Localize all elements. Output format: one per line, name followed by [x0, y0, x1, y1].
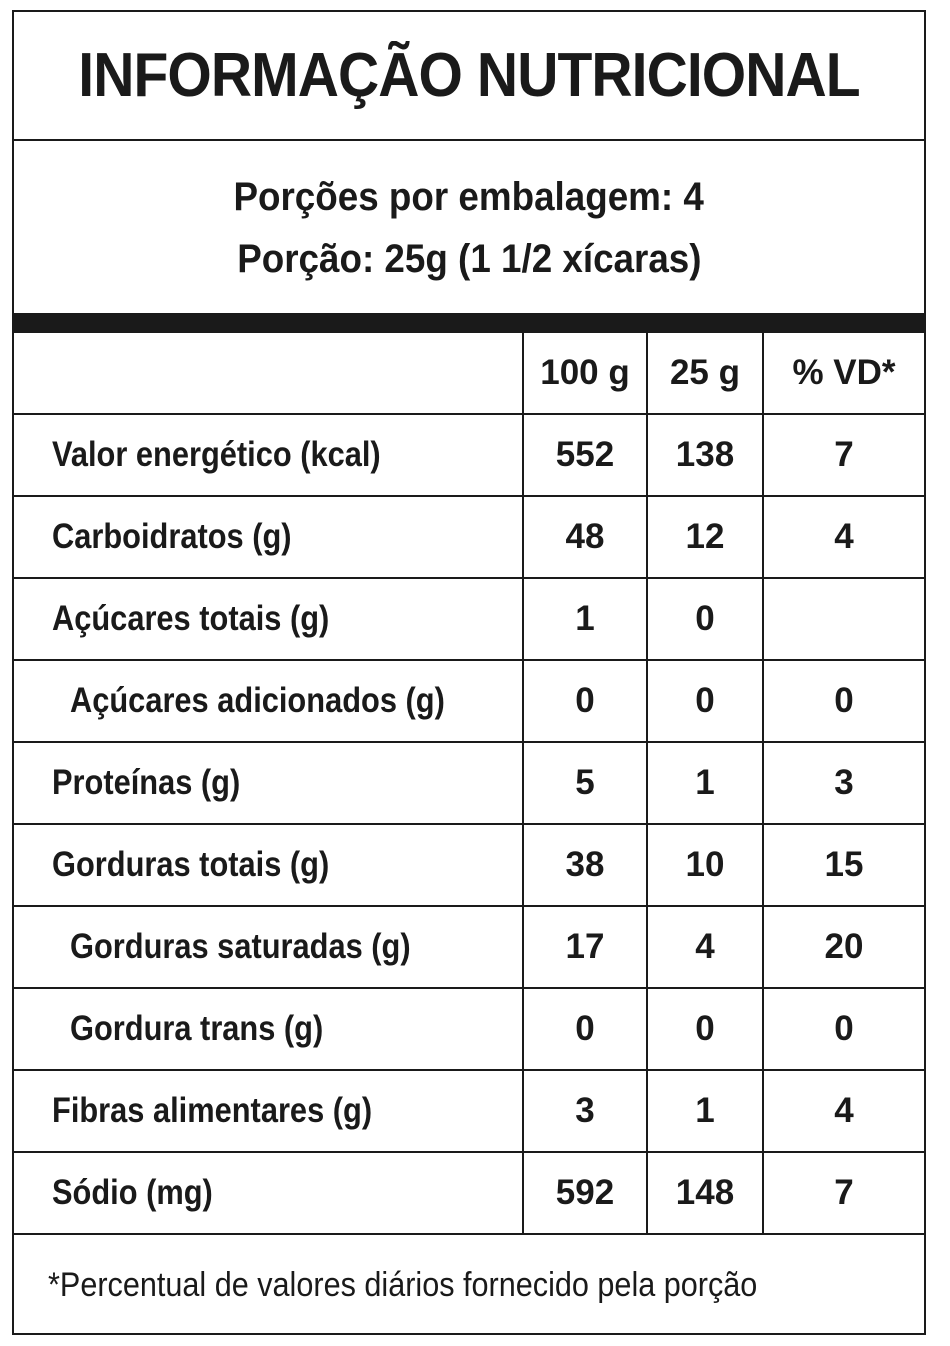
value-100g: 38 [565, 845, 605, 884]
table-row [14, 661, 924, 743]
value-100g: 5 [575, 763, 595, 802]
table-row [14, 497, 924, 579]
portion-size: Porção: 25g (1 1/2 xícaras) [236, 237, 702, 281]
divider [14, 139, 924, 141]
nutrient-name: Açúcares totais (g) [52, 599, 330, 638]
value-25g: 10 [685, 845, 725, 884]
value-100g: 48 [565, 517, 605, 556]
value-vd: 4 [834, 1091, 854, 1130]
value-vd: 0 [834, 681, 854, 720]
header-25g: 25 g [669, 353, 741, 392]
value-vd: 20 [824, 927, 864, 966]
value-25g: 138 [675, 435, 735, 474]
value-vd: 3 [834, 763, 854, 802]
value-25g: 12 [685, 517, 725, 556]
value-100g: 0 [575, 1009, 595, 1048]
column-divider [646, 333, 648, 1235]
table-row [14, 989, 924, 1071]
serving-info [14, 143, 924, 313]
table-row [14, 415, 924, 497]
table-header-row [14, 333, 924, 415]
value-vd: 0 [834, 1009, 854, 1048]
table-row [14, 1153, 924, 1235]
value-25g: 0 [695, 1009, 715, 1048]
value-25g: 1 [695, 763, 715, 802]
value-vd: 4 [834, 517, 854, 556]
nutrient-name: Gorduras saturadas (g) [70, 927, 411, 966]
value-25g: 148 [675, 1173, 735, 1212]
value-100g: 552 [555, 435, 615, 474]
nutrient-name: Carboidratos (g) [52, 517, 292, 556]
nutrient-name: Gordura trans (g) [70, 1009, 324, 1048]
value-vd: 15 [824, 845, 864, 884]
footnote: *Percentual de valores diários fornecido pela porção [48, 1265, 758, 1304]
value-100g: 3 [575, 1091, 595, 1130]
header-vd: % VD* [792, 353, 896, 392]
nutrient-name: Proteínas (g) [52, 763, 241, 802]
table-row [14, 579, 924, 661]
value-100g: 17 [565, 927, 605, 966]
nutrient-name: Fibras alimentares (g) [52, 1091, 373, 1130]
nutrition-facts-label [12, 10, 926, 1335]
column-divider [762, 333, 764, 1235]
header-100g: 100 g [540, 353, 630, 392]
nutrient-name: Sódio (mg) [52, 1173, 213, 1212]
nutrient-name: Açúcares adicionados (g) [70, 681, 445, 720]
table-row [14, 907, 924, 989]
value-vd: 7 [834, 435, 854, 474]
table-row [14, 825, 924, 907]
table-row [14, 1071, 924, 1153]
value-100g: 0 [575, 681, 595, 720]
nutrient-name: Gorduras totais (g) [52, 845, 330, 884]
value-25g: 4 [695, 927, 715, 966]
nutrient-name: Valor energético (kcal) [52, 435, 381, 474]
value-vd [764, 579, 924, 659]
value-100g: 1 [575, 599, 595, 638]
label-title: INFORMAÇÃO NUTRICIONAL [78, 41, 860, 110]
table-row [14, 743, 924, 825]
value-25g: 0 [695, 681, 715, 720]
value-100g: 592 [555, 1173, 615, 1212]
column-divider [522, 333, 524, 1235]
value-25g: 0 [695, 599, 715, 638]
value-vd: 7 [834, 1173, 854, 1212]
portions-per-package: Porções por embalagem: 4 [233, 175, 705, 219]
value-25g: 1 [695, 1091, 715, 1130]
thick-divider [14, 313, 924, 333]
